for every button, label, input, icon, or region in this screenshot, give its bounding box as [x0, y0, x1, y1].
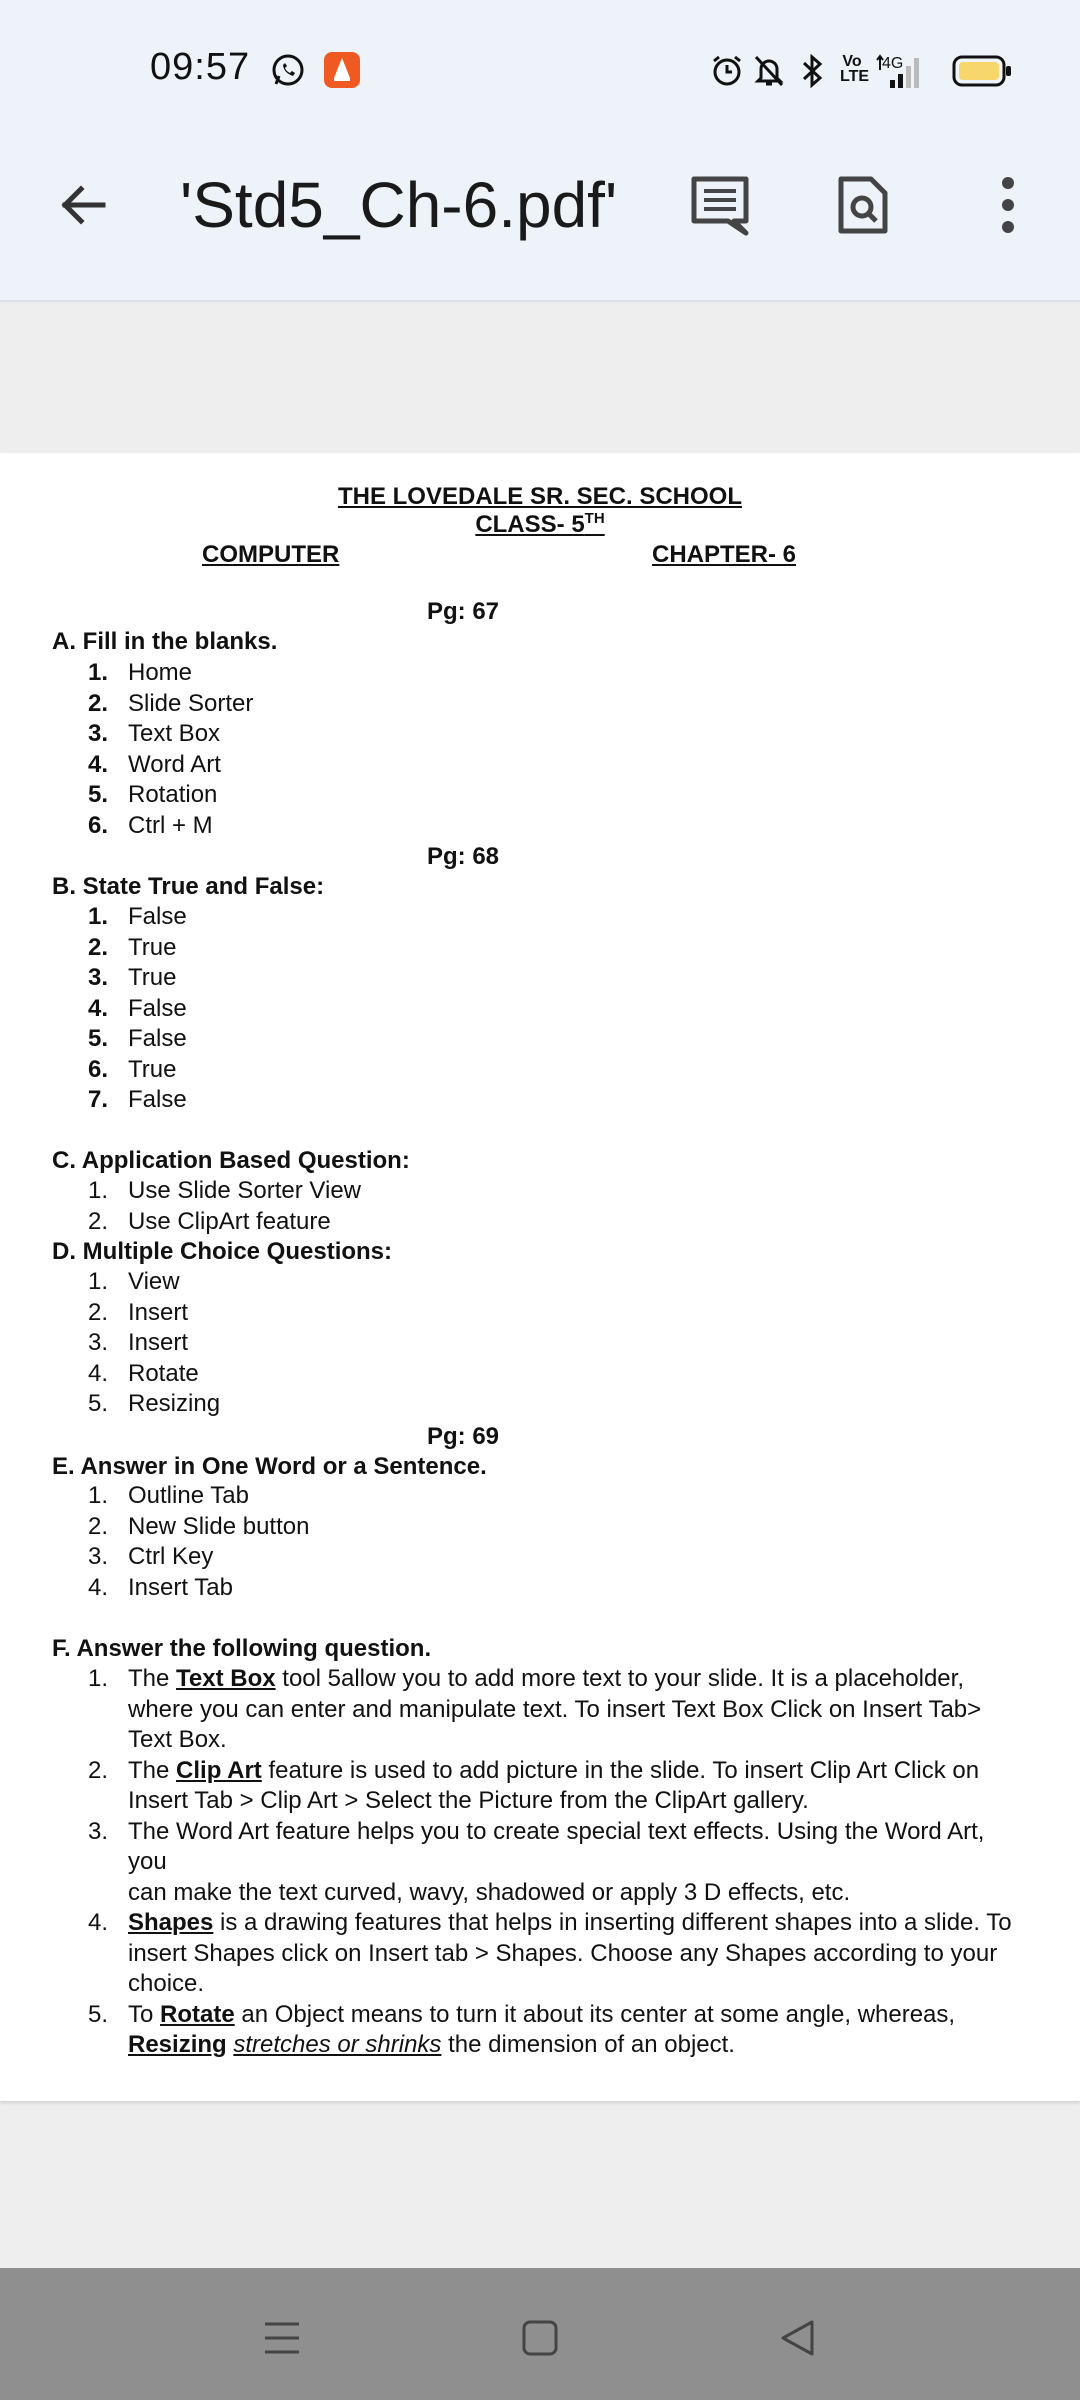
section-b-list [52, 902, 1052, 1116]
section-d-list [52, 1267, 1052, 1420]
list-item: 5. Rotation [88, 781, 218, 808]
pdf-page[interactable] [0, 453, 1080, 2101]
section-d-heading: D. Multiple Choice Questions: [52, 1238, 393, 1265]
section-c-list [52, 1176, 1052, 1237]
document-search-icon [835, 173, 891, 237]
section-e-list [52, 1481, 1052, 1603]
section-c-heading: C. Application Based Question: [52, 1147, 410, 1174]
section-f-heading: F. Answer the following question. [52, 1635, 432, 1662]
more-options-button[interactable] [973, 170, 1043, 240]
home-button[interactable] [510, 2308, 570, 2368]
term-shapes: Shapes [128, 1909, 214, 1936]
recent-apps-button[interactable] [252, 2308, 312, 2368]
top-bar [0, 0, 1080, 302]
list-item: 1. The Text Box tool 5allow you to add more text to your slide. It is a placeholder, where you can enter and manipulate text. To insert Text Box Click on Insert Tab> Text Box. [88, 1665, 982, 1753]
menu-icon [262, 2318, 302, 2358]
list-item: 2. New Slide button [88, 1512, 310, 1540]
list-item: 1. View [88, 1268, 180, 1295]
system-back-button[interactable] [768, 2308, 828, 2368]
class-label: CLASS- 5TH [475, 510, 605, 538]
term-text-box: Text Box [176, 1665, 276, 1692]
section-e-heading: E. Answer in One Word or a Sentence. [52, 1453, 487, 1480]
page-marker-69: Pg: 69 [427, 1423, 500, 1450]
list-item: 1. Use Slide Sorter View [88, 1177, 361, 1204]
app-bar-shadow [0, 300, 1080, 304]
alarm-icon [710, 54, 744, 93]
class-superscript: TH [584, 510, 605, 527]
list-item: 5. Resizing [88, 1390, 221, 1417]
whatsapp-icon [270, 52, 306, 93]
list-item: 2. Insert [88, 1298, 189, 1326]
list-item: 2. Use ClipArt feature [88, 1207, 331, 1235]
app-bar [0, 140, 1080, 270]
list-item: 2. The Clip Art feature is used to add picture in the slide. To insert Clip Art Click on Insert Tab > Clip Art > Select the Picture from the ClipArt gallery. [88, 1756, 980, 1814]
page-marker-68: Pg: 68 [427, 843, 500, 870]
list-item: 6. Ctrl + M [88, 811, 213, 839]
system-nav-bar [0, 2268, 1080, 2400]
list-item: 3. Text Box [88, 720, 221, 747]
section-a-heading: A. Fill in the blanks. [52, 628, 278, 655]
list-item: 6. True [88, 1055, 177, 1083]
back-button[interactable] [48, 170, 118, 240]
network-type-label: 4G [882, 55, 904, 72]
status-bar [0, 0, 1080, 140]
volte-icon: Vo LTE [840, 53, 870, 85]
signal-4g-icon [876, 52, 936, 95]
find-in-document-button[interactable] [828, 170, 898, 240]
list-item: 3. The Word Art feature helps you to create special text effects. Using the Word Art, you can make the text curved, wavy, shadowed or apply 3 D effects, etc. [88, 1817, 985, 1906]
subject-label: COMPUTER [202, 541, 340, 568]
list-item: 4. Word Art [88, 750, 221, 778]
list-item: 2. True [88, 933, 177, 961]
list-item: 3. True [88, 964, 177, 991]
list-item: 2. Slide Sorter [88, 689, 254, 717]
list-item: 4. False [88, 994, 187, 1022]
list-item: 7. False [88, 1086, 187, 1113]
list-item: 3. Ctrl Key [88, 1543, 214, 1570]
comment-icon [688, 173, 752, 237]
list-item: 5. To Rotate an Object means to turn it about its center at some angle, whereas, Resizing stretches or shrinks the dimension of an object. [88, 2000, 956, 2058]
term-stretches-or-shrinks: stretches or shrinks [233, 2031, 442, 2058]
more-vertical-icon [998, 175, 1018, 235]
bell-muted-icon [753, 54, 785, 93]
comments-button[interactable] [685, 170, 755, 240]
back-icon [778, 2318, 818, 2358]
school-name: THE LOVEDALE SR. SEC. SCHOOL [337, 483, 743, 510]
section-b-heading: B. State True and False: [52, 873, 325, 900]
list-item: 1. Outline Tab [88, 1482, 249, 1509]
list-item: 1. Home [88, 659, 193, 686]
list-item: 4. Rotate [88, 1359, 199, 1387]
section-a-list [52, 658, 1052, 841]
document-title: 'Std5_Ch-6.pdf' [180, 169, 618, 241]
bluetooth-icon [800, 54, 824, 93]
list-item: 5. False [88, 1025, 187, 1052]
term-clip-art: Clip Art [176, 1756, 262, 1784]
list-item: 4. Shapes is a drawing features that helps in inserting different shapes into a slide. To insert Shapes click on Insert tab > Shapes. Choose any Shapes according to your choice. [88, 1909, 1012, 1997]
page-marker-67: Pg: 67 [427, 598, 500, 625]
chapter-label: CHAPTER- 6 [652, 541, 797, 568]
home-icon [520, 2318, 560, 2358]
list-item: 4. Insert Tab [88, 1573, 233, 1601]
notification-app-icon [322, 50, 362, 95]
section-f-list [52, 1664, 1052, 2061]
status-time: 09:57 [150, 46, 251, 88]
term-rotate: Rotate [160, 2000, 235, 2028]
arrow-left-icon [55, 177, 111, 233]
list-item: 3. Insert [88, 1329, 189, 1356]
list-item: 1. False [88, 903, 187, 930]
battery-icon [952, 55, 1012, 92]
term-resizing: Resizing [128, 2031, 227, 2058]
